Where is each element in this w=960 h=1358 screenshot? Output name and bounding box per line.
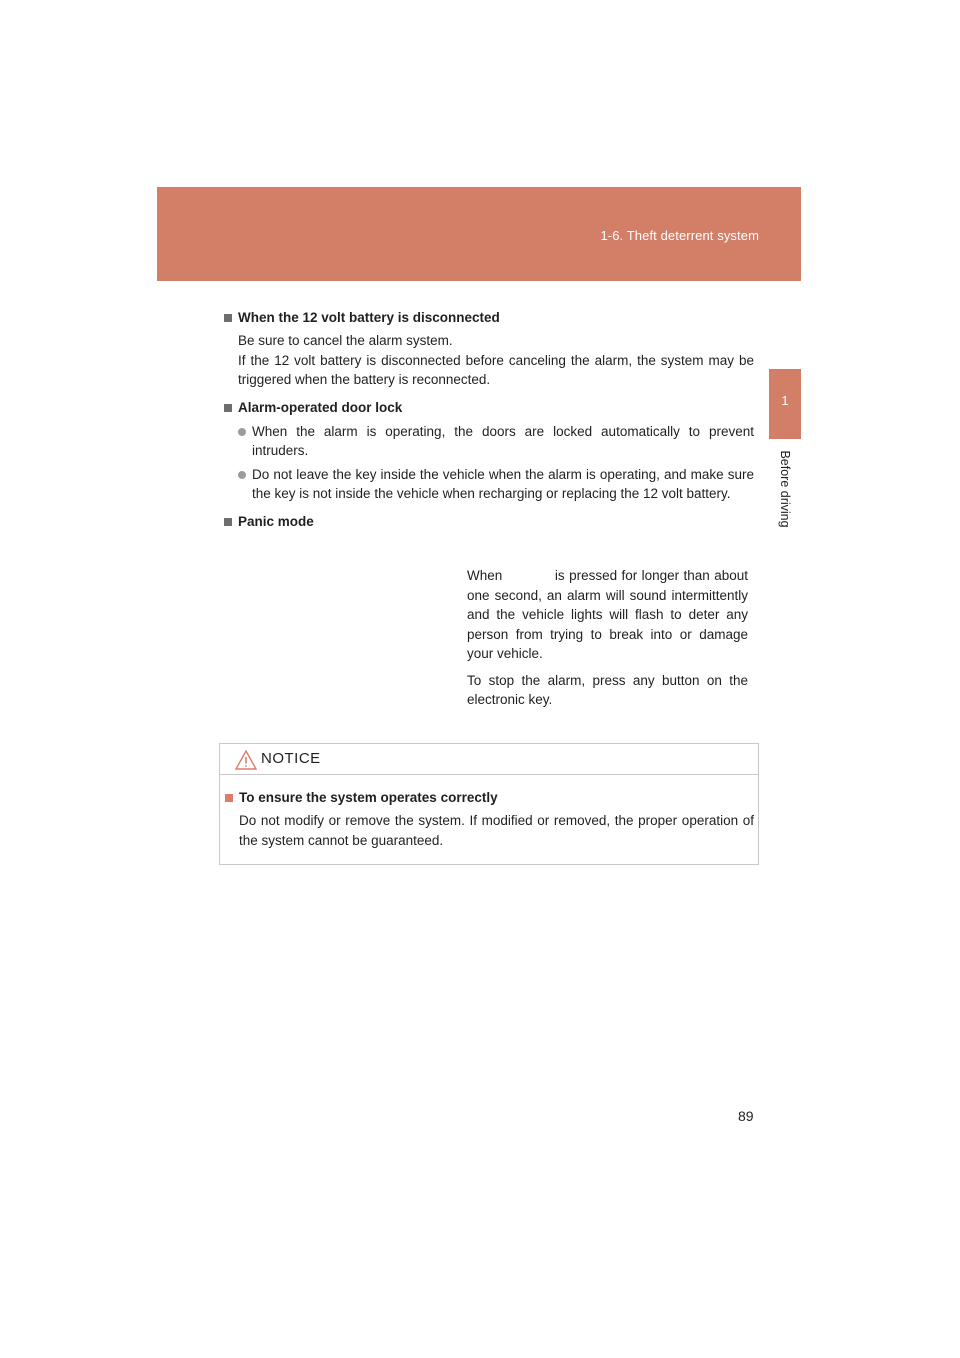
chapter-number: 1: [781, 393, 789, 408]
round-bullet-icon: [238, 471, 246, 479]
square-bullet-icon: [224, 314, 232, 322]
list-item-text: When the alarm is operating, the doors are locked automatically to prevent intruders.: [252, 423, 754, 458]
section-heading: Alarm-operated door lock: [238, 399, 403, 415]
square-bullet-icon: [225, 794, 233, 802]
notice-body: [220, 775, 758, 850]
square-bullet-icon: [224, 518, 232, 526]
notice-header: [220, 744, 758, 775]
notice-box: [219, 743, 759, 865]
paragraph: If the 12 volt battery is disconnected before canceling the alarm, the system may be triggered when the battery is reconnected.: [238, 352, 754, 387]
header-band: [157, 187, 801, 281]
chapter-label: Before driving: [778, 450, 792, 528]
panic-mode-text: [467, 566, 752, 717]
notice-heading: To ensure the system operates correctly: [239, 790, 498, 805]
paragraph: Be sure to cancel the alarm system.: [238, 333, 453, 348]
paragraph: To stop the alarm, press any button on the electronic key.: [467, 672, 748, 707]
section-battery: [224, 308, 754, 390]
chapter-tab: [769, 369, 801, 439]
page-number: 89: [738, 1108, 754, 1124]
round-bullet-icon: [238, 428, 246, 436]
section-door-lock: [224, 398, 754, 504]
section-heading: When the 12 volt battery is disconnected: [238, 310, 500, 325]
notice-title: NOTICE: [261, 750, 321, 767]
paragraph: When is pressed for longer than about one second, an alarm will sound intermittently and the vehicle lights will flash to deter any person from trying to break into or damage your vehicle.: [467, 568, 752, 661]
list-item: [238, 422, 754, 461]
section-panic-mode: [224, 512, 754, 532]
section-title: 1-6. Theft deterrent system: [600, 228, 759, 243]
list-item: [238, 465, 754, 504]
list-item-text: Do not leave the key inside the vehicle when the alarm is operating, and make sure the key is not inside the vehicle when recharging or replacing the 12 volt battery.: [252, 466, 754, 501]
warning-icon: [235, 750, 257, 770]
notice-text: Do not modify or remove the system. If modified or removed, the proper operation of the system cannot be guaranteed.: [239, 813, 754, 848]
main-content: [224, 308, 754, 540]
square-bullet-icon: [224, 404, 232, 412]
section-heading: Panic mode: [238, 513, 314, 529]
